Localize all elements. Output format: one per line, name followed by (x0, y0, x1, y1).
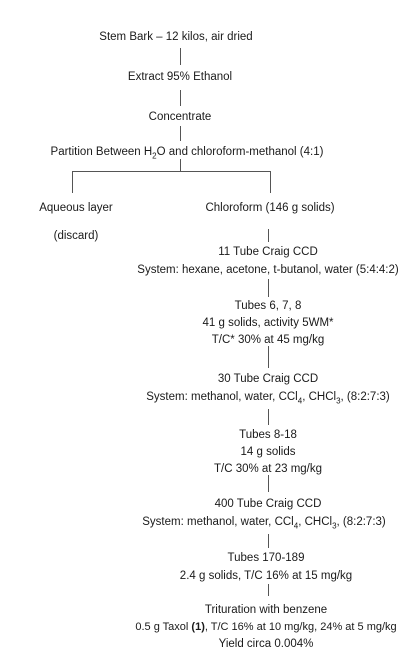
connector-3 (180, 126, 181, 141)
step-extract-ethanol: Extract 95% Ethanol (127, 71, 233, 83)
connector-chloroform (270, 171, 271, 193)
connector-6 (268, 279, 269, 297)
connector-7 (268, 346, 269, 368)
tubes-1-line3: T/C* 30% at 45 mg/kg (211, 334, 325, 346)
trituration-line1: Trituration with benzene (204, 604, 328, 616)
tubes-1-line1: Tubes 6, 7, 8 (234, 300, 302, 312)
ccd-2-title: 30 Tube Craig CCD (217, 373, 319, 385)
connector-5 (268, 229, 269, 242)
connector-8 (268, 409, 269, 425)
trituration-line3: Yield circa 0.004% (218, 638, 314, 650)
ccd-3-title: 400 Tube Craig CCD (214, 498, 322, 510)
connector-10 (268, 534, 269, 548)
step-partition: Partition Between $H_2O$ and chloroform-methanol (4:1) (50, 146, 324, 161)
connector-aqueous (72, 171, 73, 193)
branch-bar (72, 171, 270, 172)
tubes-3-line2: 2.4 g solids, T/C 16% at 15 mg/kg (179, 570, 353, 582)
ccd-2-system: System: methanol, water, CCl$_4$, CHCl$_3$, (8:2:7:3) (146, 391, 390, 406)
tubes-2-line3: T/C 30% at 23 mg/kg (213, 463, 323, 475)
ccd-1-system: System: hexane, acetone, t-butanol, water (5:4:4:2) (137, 264, 399, 276)
tubes-1-line2: 41 g solids, activity 5WM* (202, 317, 334, 329)
step-concentrate: Concentrate (148, 111, 212, 123)
tubes-2-line2: 14 g solids (240, 446, 296, 458)
aqueous-discard-label: (discard) (53, 230, 99, 242)
connector-11 (268, 584, 269, 596)
connector-2 (180, 90, 181, 106)
connector-1 (180, 48, 181, 65)
ccd-3-system: System: methanol, water, CCl$_4$, CHCl$_3$, (8:2:7:3) (142, 516, 386, 531)
ccd-1-title: 11 Tube Craig CCD (218, 246, 318, 258)
step-stem-bark: Stem Bark – 12 kilos, air dried (99, 31, 253, 43)
trituration-line2: 0.5 g Taxol (1), T/C 16% at 10 mg/kg, 24% at 5 mg/kg (135, 621, 397, 633)
chloroform-label: Chloroform (146 g solids) (205, 202, 335, 214)
aqueous-layer-label: Aqueous layer (39, 202, 113, 214)
tubes-3-line1: Tubes 170-189 (227, 552, 305, 564)
connector-9 (268, 475, 269, 492)
tubes-2-line1: Tubes 8-18 (239, 429, 297, 441)
